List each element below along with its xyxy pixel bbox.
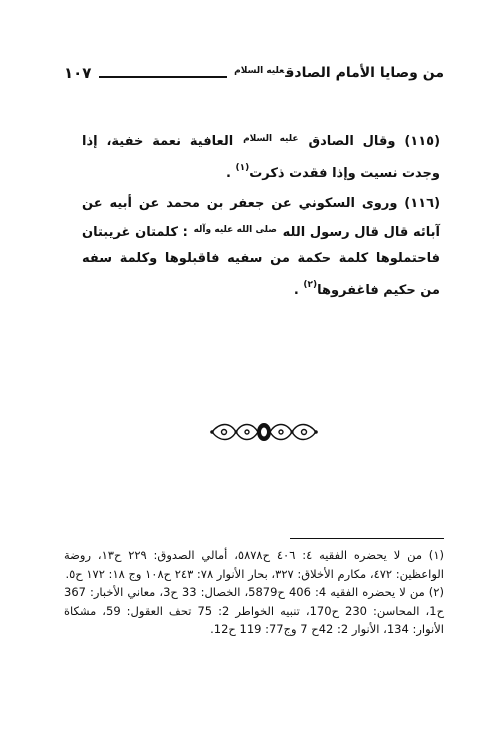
paragraph-end: . (225, 166, 231, 181)
paragraph-end: . (293, 283, 299, 298)
running-title-text: من وصايا الأمام الصادق (285, 65, 444, 81)
main-text (82, 126, 440, 304)
blessing-calligraphy: عليه السلام (243, 134, 299, 144)
paragraph-number: (١١٦) (404, 196, 441, 211)
paragraph-text: وروى السكوني عن جعفر بن محمد عن أبيه عن آبائه قال قال رسول الله (82, 196, 440, 240)
paragraph-text: : كلمتان غريبتان فاحتملوها كلمة حكمة من سفيه فاقبلوها وكلمة سفه من حكيم فاغفروها (82, 225, 440, 298)
paragraph-text: وقال الصادق (308, 134, 396, 149)
footnote-ref-2: (٢) (303, 280, 318, 290)
page-header (64, 62, 444, 82)
paragraph-116 (82, 191, 440, 304)
running-title (233, 62, 444, 82)
header-rule (99, 76, 227, 78)
paragraph-text: العافية نعمة خفية، إذا وجدت نسيت وإذا فقدت ذكرت (82, 134, 440, 181)
blessing-calligraphy: صلى الله عليه وآله (193, 225, 277, 235)
footnotes (64, 546, 444, 639)
page-number: ١٠٧ (64, 64, 92, 82)
footnote-separator (290, 538, 444, 539)
decorative-ornament (210, 420, 318, 444)
footnote-ref-1: (١) (235, 163, 250, 173)
title-blessing-calligraphy: عليه السلام (234, 66, 285, 76)
footnote-1: (١) من لا يحضره الفقيه ٤: ٤٠٦ ح٥٨٧٨، أمالي الصدوق: ٢٢٩ ح١٣، روضة الواعظين: ٤٧٢، مكارم الأخلاق: ٣٢٧، بحار الأنوار ٧٨: ٢٤٣ ح١٠٨ وج ١٨: ١٧٢ ح٥. (64, 548, 444, 581)
footnote-2: (٢) من لا يحضره الفقيه 4: 406 ح5879، الخصال: 33 ح3، معاني الأخبار: 367 ح1، المحاسن: 230 ح170، تنبيه الخواطر 2: 75 تحف العقول: 59، مشكاة الأنوار: 134، الأنوار 2: 42ح 7 وج77: 119 ح12. (64, 585, 444, 636)
paragraph-115 (82, 126, 440, 187)
paragraph-number: (١١٥) (404, 134, 441, 149)
